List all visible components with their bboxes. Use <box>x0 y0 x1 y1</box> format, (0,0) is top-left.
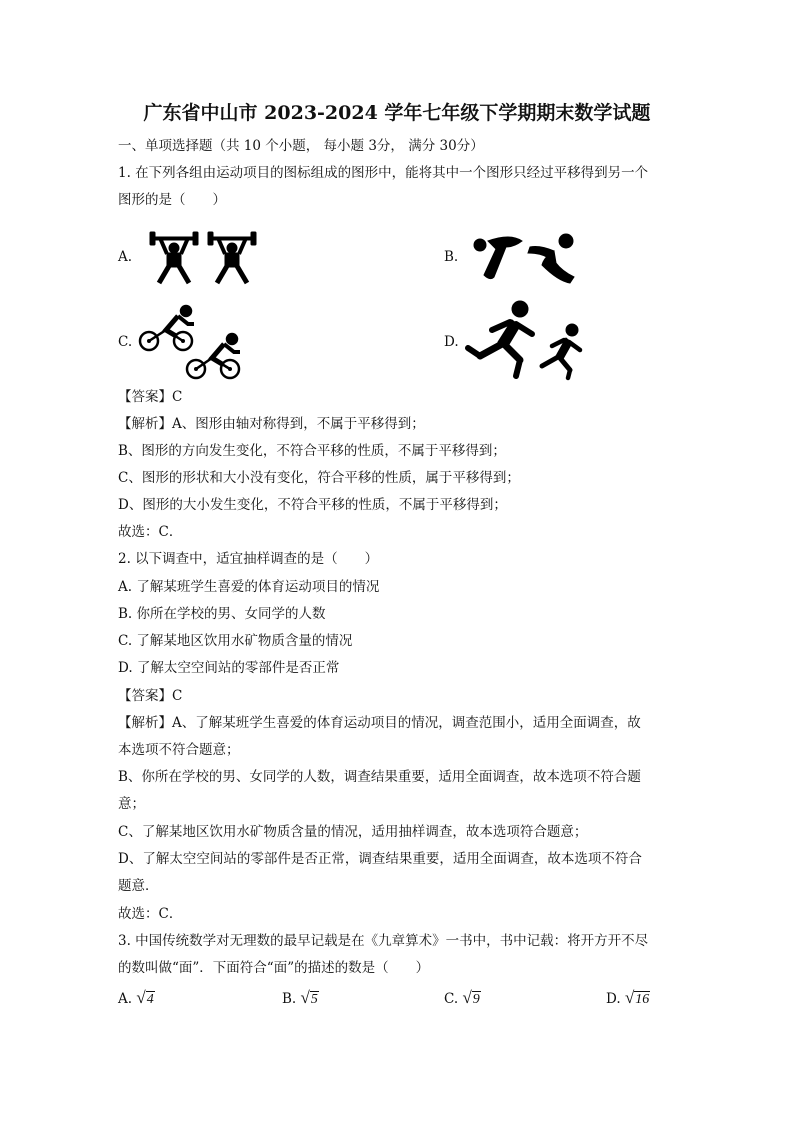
q3-stem-line-1: 3. 中国传统数学对无理数的最早记载是在《九章算术》一书中，书中记载：将开方开不尽 <box>118 933 649 949</box>
cyclist-figure <box>136 302 244 382</box>
q1-analysis-line: B、图形的方向发生变化，不符合平移的性质，不属于平移得到； <box>118 443 506 459</box>
q3-option-a <box>118 988 155 1008</box>
q2-analysis-line: 意； <box>118 796 145 812</box>
weightlifter-figure <box>148 228 260 286</box>
q2-analysis-line: 本选项不符合题意； <box>118 742 240 758</box>
runner-figure <box>462 300 590 382</box>
q1-option-b-label: B. <box>444 249 459 265</box>
q1-option-c-label: C. <box>118 334 133 350</box>
q2-answer: 【答案】C <box>118 688 183 704</box>
q2-analysis-line: D、了解太空空间站的零部件是否正常，调查结果重要，适用全面调查，故本选项不符合 <box>118 851 642 867</box>
q3-option-label: A. <box>118 991 133 1007</box>
q1-stem-line-2: 图形的是（ ） <box>118 192 226 208</box>
q3-option-c <box>444 988 481 1008</box>
q2-analysis-line: B、你所在学校的男、女同学的人数，调查结果重要，适用全面调查，故本选项不符合题 <box>118 769 641 785</box>
sqrt-symbol: √ <box>136 988 146 1007</box>
q3-option-b <box>282 988 319 1008</box>
q2-option-d: D. 了解太空空间站的零部件是否正常 <box>118 660 340 676</box>
q2-option-b: B. 你所在学校的男、女同学的人数 <box>118 606 326 622</box>
q2-analysis-line: 题意． <box>118 878 159 894</box>
q2-analysis-line: 【解析】A、了解某班学生喜爱的体育运动项目的情况，调查范围小，适用全面调查，故 <box>118 715 641 731</box>
q1-choice: 故选：C． <box>118 524 183 540</box>
sqrt-symbol: √ <box>462 988 472 1007</box>
diver-figure <box>470 231 582 289</box>
q3-option-label: B. <box>282 991 297 1007</box>
q1-option-d-label: D. <box>444 334 459 350</box>
q2-choice: 故选：C． <box>118 906 183 922</box>
radicand: 16 <box>635 992 650 1007</box>
q2-option-a: A. 了解某班学生喜爱的体育运动项目的情况 <box>118 579 380 595</box>
q1-option-a-label: A. <box>118 249 133 265</box>
radicand: 5 <box>310 992 318 1007</box>
q1-answer: 【答案】C <box>118 389 183 405</box>
section-heading: 一、单项选择题（共 10 个小题， 每小题 3分， 满分 30分） <box>118 138 484 154</box>
q1-analysis-line: C、图形的形状和大小没有变化，符合平移的性质，属于平移得到； <box>118 470 520 486</box>
q1-stem-line-1: 1. 在下列各组由运动项目的图标组成的图形中，能将其中一个图形只经过平移得到另一个 <box>118 165 649 181</box>
radicand: 9 <box>472 992 480 1007</box>
q3-option-label: D. <box>606 991 621 1007</box>
q2-option-c: C. 了解某地区饮用水矿物质含量的情况 <box>118 633 353 649</box>
radicand: 4 <box>146 992 154 1007</box>
q2-analysis-line: C、了解某地区饮用水矿物质含量的情况，适用抽样调查，故本选项符合题意； <box>118 824 588 840</box>
page-title: 广东省中山市 2023-2024 学年七年级下学期期末数学试题 <box>143 102 651 124</box>
q3-stem-line-2: 的数叫做“面”．下面符合“面”的描述的数是（ ） <box>118 960 430 976</box>
q3-option-d <box>606 988 650 1008</box>
q1-analysis-line: D、图形的大小发生变化，不符合平移的性质，不属于平移得到； <box>118 497 507 513</box>
q2-stem: 2. 以下调查中，适宜抽样调查的是（ ） <box>118 551 379 567</box>
q1-analysis-line: 【解析】A、图形由轴对称得到，不属于平移得到； <box>118 416 425 432</box>
q3-option-label: C. <box>444 991 459 1007</box>
sqrt-symbol: √ <box>300 988 310 1007</box>
sqrt-symbol: √ <box>624 988 635 1007</box>
